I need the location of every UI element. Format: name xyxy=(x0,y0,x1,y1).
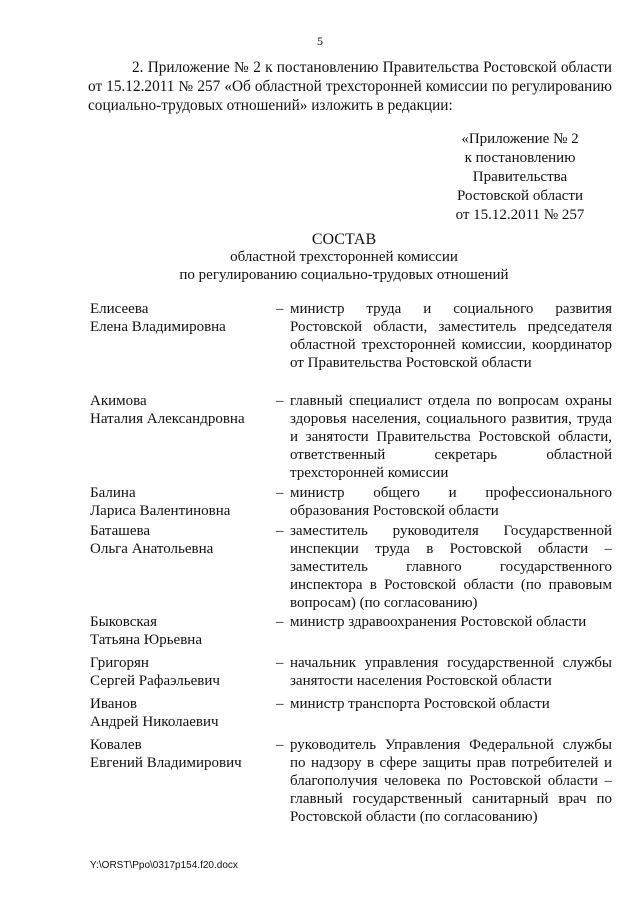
member-name xyxy=(90,736,270,772)
member-dash: – xyxy=(276,655,284,671)
appendix-line: от 15.12.2011 № 257 xyxy=(455,207,585,223)
appendix-line: к постановлению xyxy=(464,150,576,166)
member-surname: Иванов xyxy=(90,696,137,712)
member-surname: Акимова xyxy=(90,393,147,409)
page-number: 5 xyxy=(317,34,323,48)
member-surname: Ковалев xyxy=(90,737,142,753)
member-given-names: Елена Владимировна xyxy=(90,319,226,335)
member-given-names: Наталия Александровна xyxy=(90,411,245,427)
member-role: министр общего и профессионального образования Ростовской области xyxy=(290,485,612,519)
appendix-line: Правительства xyxy=(472,169,568,185)
member-name xyxy=(90,695,270,731)
member-name xyxy=(90,522,270,558)
member-role: начальник управления государственной службы занятости населения Ростовской области xyxy=(290,655,612,689)
member-role: министр здравоохранения Ростовской области xyxy=(290,614,587,630)
member-role: главный специалист отдела по вопросам охраны здоровья населения, социального развития, труда и занятости Правительства Ростовской области, ответственный секретарь областной трехсторонней комиссии xyxy=(290,393,612,481)
member-name xyxy=(90,392,270,428)
member-surname: Балина xyxy=(90,485,136,501)
member-role: министр транспорта Ростовской области xyxy=(290,696,550,712)
member-dash: – xyxy=(276,523,284,539)
member-surname: Баташева xyxy=(90,523,151,539)
member-given-names: Евгений Владимирович xyxy=(90,755,242,771)
member-dash: – xyxy=(276,737,284,753)
member-role: руководитель Управления Федеральной службы по надзору в сфере защиты прав потребителей и благополучия человека по Ростовской области – главный государственный санитарный врач по Ростовской области (по согласованию) xyxy=(290,737,612,825)
file-path-footer: Y:\ORST\Ppo\0317p154.f20.docx xyxy=(90,860,238,871)
member-given-names: Сергей Рафаэльевич xyxy=(90,673,220,689)
member-given-names: Лариса Валентиновна xyxy=(90,503,231,519)
member-role: заместитель руководителя Государственной инспекции труда в Ростовской области – заместитель главного государственного инспектора в Ростовской области (по правовым вопросам) (по согласованию) xyxy=(290,523,612,611)
appendix-line: Ростовской области xyxy=(457,188,583,204)
member-dash: – xyxy=(276,301,284,317)
member-name xyxy=(90,300,270,336)
member-given-names: Андрей Николаевич xyxy=(90,714,219,730)
member-dash: – xyxy=(276,696,284,712)
member-name xyxy=(90,613,270,649)
document-title: СОСТАВ xyxy=(311,231,377,248)
document-subtitle: по регулированию социально-трудовых отношений xyxy=(179,267,509,283)
member-given-names: Татьяна Юрьевна xyxy=(90,632,202,648)
member-surname: Елисеева xyxy=(90,301,149,317)
document-subtitle: областной трехсторонней комиссии xyxy=(230,249,458,265)
member-name xyxy=(90,654,270,690)
member-role: министр труда и социального развития Ростовской области, заместитель председателя областной трехсторонней комиссии, координатор от Правительства Ростовской области xyxy=(290,301,612,371)
appendix-heading xyxy=(400,130,640,225)
member-surname: Григорян xyxy=(90,655,149,671)
member-dash: – xyxy=(276,614,284,630)
member-surname: Быковская xyxy=(90,614,157,630)
appendix-line: «Приложение № 2 xyxy=(461,131,579,147)
member-name xyxy=(90,484,270,520)
intro-paragraph: 2. Приложение № 2 к постановлению Правительства Ростовской области от 15.12.2011 № 257 «Об областной трехсторонней комиссии по регулированию социально-трудовых отношений» изложить в редакции: xyxy=(88,59,612,114)
member-dash: – xyxy=(276,393,284,409)
member-dash: – xyxy=(276,485,284,501)
member-given-names: Ольга Анатольевна xyxy=(90,541,214,557)
